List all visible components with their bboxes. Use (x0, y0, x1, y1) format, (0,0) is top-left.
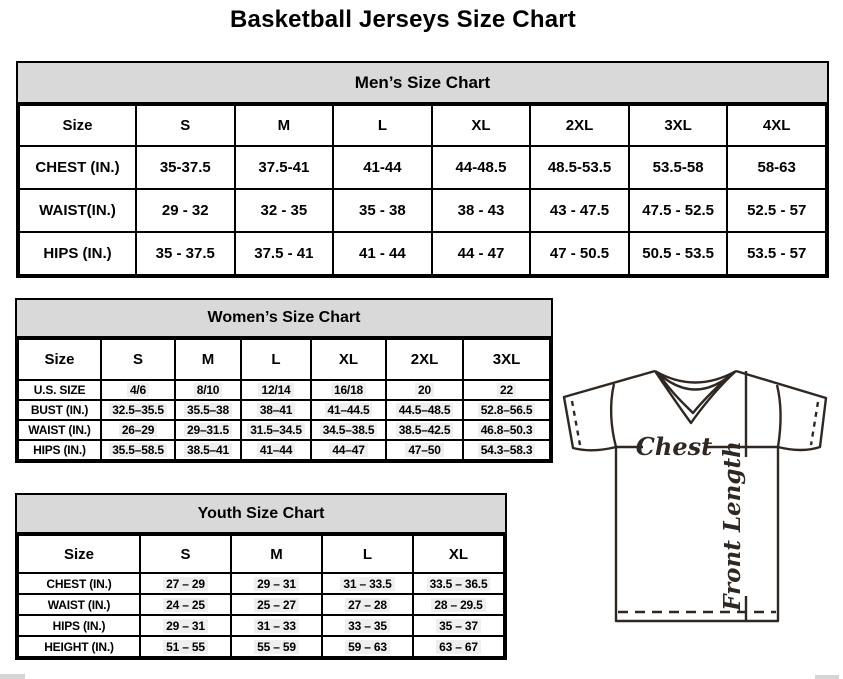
row-label: WAIST (IN.) (18, 420, 101, 440)
col-header: M (235, 105, 334, 146)
table-row (18, 636, 504, 657)
cell (322, 636, 413, 657)
cell-value: 29 – 31 (163, 619, 208, 633)
col-header: S (101, 339, 175, 380)
cell-value: 33.5 – 36.5 (427, 577, 491, 591)
cell: 41 - 44 (333, 232, 432, 275)
row-label: HEIGHT (IN.) (18, 636, 140, 657)
cell-value: 41–44 (257, 443, 295, 457)
table-row (18, 380, 550, 400)
cell (101, 380, 175, 400)
cell-value: 59 – 63 (345, 640, 390, 654)
womens-chart-title: Women’s Size Chart (17, 300, 551, 338)
row-label: CHEST (IN.) (18, 573, 140, 594)
youth-size-chart (15, 493, 507, 660)
col-header: XL (311, 339, 386, 380)
col-header: Size (18, 535, 140, 573)
cell-value: 31 – 33.5 (340, 577, 394, 591)
table-row (19, 189, 826, 232)
cell-value: 4/6 (127, 383, 149, 397)
cell (322, 615, 413, 636)
cell (311, 400, 386, 420)
cell (322, 573, 413, 594)
cell-value: 33 – 35 (345, 619, 390, 633)
cell (386, 380, 463, 400)
cell-value: 55 – 59 (254, 640, 299, 654)
jersey-outline (564, 371, 826, 621)
col-header: 2XL (530, 105, 629, 146)
table-header-row (18, 339, 550, 380)
cell-value: 35.5–38 (184, 403, 232, 417)
table-row (19, 232, 826, 275)
cell (140, 573, 231, 594)
cell-value: 41–44.5 (325, 403, 373, 417)
cell (463, 440, 550, 460)
table-row (18, 420, 550, 440)
table-row (18, 440, 550, 460)
cell (386, 440, 463, 460)
col-header: 3XL (463, 339, 550, 380)
cell (140, 615, 231, 636)
cell (463, 420, 550, 440)
cell (175, 420, 241, 440)
col-header: M (175, 339, 241, 380)
cell: 48.5-53.5 (530, 146, 629, 189)
jersey-seam-left (611, 384, 616, 447)
cell: 38 - 43 (432, 189, 531, 232)
row-label: CHEST (IN.) (19, 146, 136, 189)
cell (311, 380, 386, 400)
cell: 50.5 - 53.5 (629, 232, 728, 275)
cell (241, 420, 311, 440)
cell (231, 573, 322, 594)
cell-value: 31.5–34.5 (247, 423, 305, 437)
cell (386, 400, 463, 420)
cell-value: 20 (415, 383, 434, 397)
front-length-label: Front Length (719, 441, 746, 611)
cell-value: 27 – 29 (163, 577, 208, 591)
cell-value: 35 – 37 (436, 619, 481, 633)
cell: 37.5 - 41 (235, 232, 334, 275)
cell: 35-37.5 (136, 146, 235, 189)
cell (413, 573, 504, 594)
cell (231, 636, 322, 657)
cell (231, 594, 322, 615)
col-header: L (333, 105, 432, 146)
col-header: XL (432, 105, 531, 146)
youth-table (17, 534, 505, 658)
table-header-row (18, 535, 504, 573)
cell (140, 636, 231, 657)
cell-value: 51 – 55 (163, 640, 208, 654)
cell (413, 615, 504, 636)
cell-value: 44.5–48.5 (396, 403, 454, 417)
cell-value: 27 – 28 (345, 598, 390, 612)
sleeve-stitch-left (572, 401, 580, 445)
cell (311, 420, 386, 440)
table-header-row (19, 105, 826, 146)
row-label: U.S. SIZE (18, 380, 101, 400)
cell-value: 28 – 29.5 (431, 598, 485, 612)
cell-value: 25 – 27 (254, 598, 299, 612)
col-header: M (231, 535, 322, 573)
cell (101, 420, 175, 440)
mens-size-chart (16, 61, 829, 278)
cell-value: 47–50 (405, 443, 443, 457)
cell: 47.5 - 52.5 (629, 189, 728, 232)
womens-size-chart (15, 298, 553, 463)
cell: 43 - 47.5 (530, 189, 629, 232)
cell: 44-48.5 (432, 146, 531, 189)
row-label: BUST (IN.) (18, 400, 101, 420)
cell-value: 38–41 (257, 403, 295, 417)
cell (311, 440, 386, 460)
cell (175, 440, 241, 460)
cell (101, 440, 175, 460)
col-header: Size (19, 105, 136, 146)
col-header: L (322, 535, 413, 573)
cell-value: 44–47 (329, 443, 367, 457)
col-header: XL (413, 535, 504, 573)
cell (386, 420, 463, 440)
mens-chart-title: Men’s Size Chart (18, 63, 827, 104)
col-header: 3XL (629, 105, 728, 146)
table-row (19, 146, 826, 189)
clipped-content-fragment-left (0, 674, 25, 679)
cell (463, 380, 550, 400)
cell: 29 - 32 (136, 189, 235, 232)
cell-value: 16/18 (331, 383, 366, 397)
cell-value: 54.3–58.3 (478, 443, 536, 457)
row-label: HIPS (IN.) (18, 440, 101, 460)
col-header: L (241, 339, 311, 380)
cell-value: 29–31.5 (184, 423, 232, 437)
cell: 35 - 38 (333, 189, 432, 232)
row-label: HIPS (IN.) (19, 232, 136, 275)
cell (241, 440, 311, 460)
cell: 47 - 50.5 (530, 232, 629, 275)
col-header: 2XL (386, 339, 463, 380)
cell: 37.5-41 (235, 146, 334, 189)
chest-label: Chest (635, 432, 713, 461)
col-header: 4XL (727, 105, 826, 146)
cell: 52.5 - 57 (727, 189, 826, 232)
cell (241, 380, 311, 400)
cell-value: 32.5–35.5 (109, 403, 167, 417)
cell (231, 615, 322, 636)
cell (101, 400, 175, 420)
cell-value: 52.8–56.5 (478, 403, 536, 417)
cell: 44 - 47 (432, 232, 531, 275)
row-label: WAIST(IN.) (19, 189, 136, 232)
cell (241, 400, 311, 420)
cell: 58-63 (727, 146, 826, 189)
cell-value: 38.5–41 (184, 443, 232, 457)
table-row (18, 573, 504, 594)
cell-value: 29 – 31 (254, 577, 299, 591)
mens-table (18, 104, 827, 276)
cell-value: 26–29 (119, 423, 157, 437)
cell-value: 24 – 25 (163, 598, 208, 612)
page-title: Basketball Jerseys Size Chart (230, 6, 576, 33)
womens-table (17, 338, 551, 461)
jersey-seam-right (777, 385, 781, 447)
cell: 53.5 - 57 (727, 232, 826, 275)
table-row (18, 400, 550, 420)
cell-value: 35.5–58.5 (109, 443, 167, 457)
col-header: Size (18, 339, 101, 380)
jersey-diagram (552, 360, 837, 632)
cell-value: 46.8–50.3 (478, 423, 536, 437)
cell-value: 34.5–38.5 (320, 423, 378, 437)
cell-value: 38.5–42.5 (396, 423, 454, 437)
cell: 53.5-58 (629, 146, 728, 189)
table-row (18, 594, 504, 615)
cell: 32 - 35 (235, 189, 334, 232)
cell-value: 63 – 67 (436, 640, 481, 654)
cell-value: 22 (497, 383, 516, 397)
cell-value: 8/10 (194, 383, 223, 397)
cell (413, 594, 504, 615)
cell-value: 31 – 33 (254, 619, 299, 633)
cell (140, 594, 231, 615)
table-row (18, 615, 504, 636)
clipped-content-fragment-right (815, 675, 839, 679)
sleeve-stitch-right (811, 402, 818, 445)
cell (463, 400, 550, 420)
row-label: WAIST (IN.) (18, 594, 140, 615)
cell (322, 594, 413, 615)
cell (175, 400, 241, 420)
youth-chart-title: Youth Size Chart (17, 495, 505, 534)
cell (175, 380, 241, 400)
row-label: HIPS (IN.) (18, 615, 140, 636)
cell-value: 12/14 (258, 383, 293, 397)
title-area (0, 6, 806, 34)
col-header: S (140, 535, 231, 573)
cell (413, 636, 504, 657)
cell: 41-44 (333, 146, 432, 189)
cell: 35 - 37.5 (136, 232, 235, 275)
col-header: S (136, 105, 235, 146)
